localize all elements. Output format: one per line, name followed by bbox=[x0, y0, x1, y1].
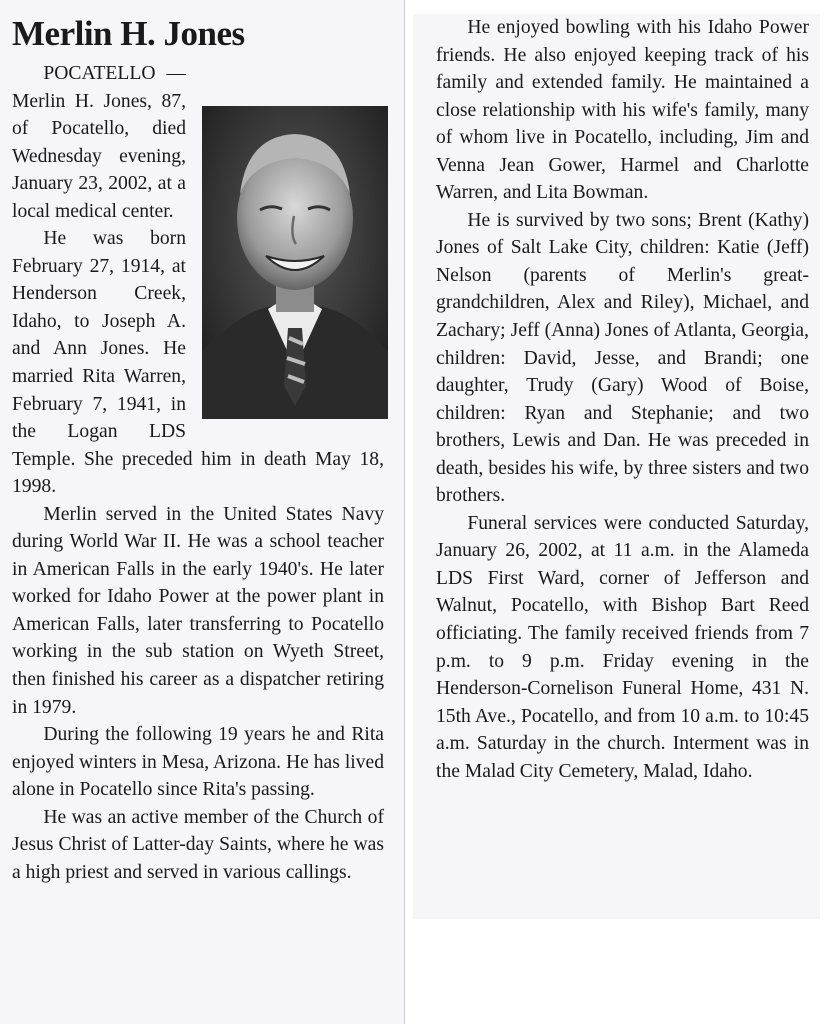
paragraph-church: He was an active member of the Church of Jesus Christ of Latter-day Saints, where he was a high priest and served in various callings. bbox=[12, 806, 384, 883]
right-column bbox=[436, 14, 809, 785]
portrait-photo bbox=[202, 106, 388, 419]
left-column bbox=[12, 60, 384, 886]
paragraph-survivors: He is survived by two sons; Brent (Kathy) Jones of Salt Lake City, children: Katie (Jeff) Nelson (parents of Merlin's great-grandchildren, Alex and Riley), Michael, and Zachary; Jeff (Anna) Jones of Atlanta, Georgia, children: David, Jesse, and Brandi; one daughter, Trudy (Gary) Wood of Boise, children: Ryan and Stephanie; and two brothers, Lewis and Dan. He was preceded in death, besides his wife, by three sisters and two brothers. bbox=[436, 209, 809, 507]
paragraph-interests: He enjoyed bowling with his Idaho Power friends. He also enjoyed keeping track of his family and extended family. He maintained a close relationship with his wife's family, many of whom live in Pocatello, including, Jim and Venna Jean Gower, Harmel and Charlotte Warren, and Lita Bowman. bbox=[436, 17, 809, 204]
portrait-photo-frame bbox=[202, 106, 388, 419]
paragraph-birth: He was born February 27, 1914, at Henderson Creek, Idaho, to Joseph A. and Ann Jones. He married Rita Warren, February 7, 1941, in the Logan LDS Temple. She preceded him in death May 18, 1998. bbox=[12, 228, 384, 498]
paragraph-intro: POCATELLO — Merlin H. Jones, 87, of Pocatello, died Wednesday evening, January 23, 2002, at a local medical center. bbox=[12, 63, 186, 222]
paragraph-services: Funeral services were conducted Saturday, January 26, 2002, at 11 a.m. in the Alameda LDS First Ward, corner of Jefferson and Walnut, Pocatello, with Bishop Bart Reed officiating. The family received friends from 7 p.m. to 9 p.m. Friday evening in the Henderson-Cornelison Funeral Home, 431 N. 15th Ave., Pocatello, and from 10 a.m. to 10:45 a.m. Saturday in the church. Interment was in the Malad City Cemetery, Malad, Idaho. bbox=[436, 512, 809, 782]
paragraph-career: Merlin served in the United States Navy during World War II. He was a school teacher in American Falls in the early 1940's. He later worked for Idaho Power at the power plant in American Falls, later transferring to Pocatello working in the sub station on Wyeth Street, then finished his career as a dispatcher retiring in 1979. bbox=[12, 503, 384, 718]
paragraph-retirement: During the following 19 years he and Rita enjoyed winters in Mesa, Arizona. He has lived alone in Pocatello since Rita's passing. bbox=[12, 724, 384, 801]
obituary-headline: Merlin H. Jones bbox=[12, 14, 245, 53]
